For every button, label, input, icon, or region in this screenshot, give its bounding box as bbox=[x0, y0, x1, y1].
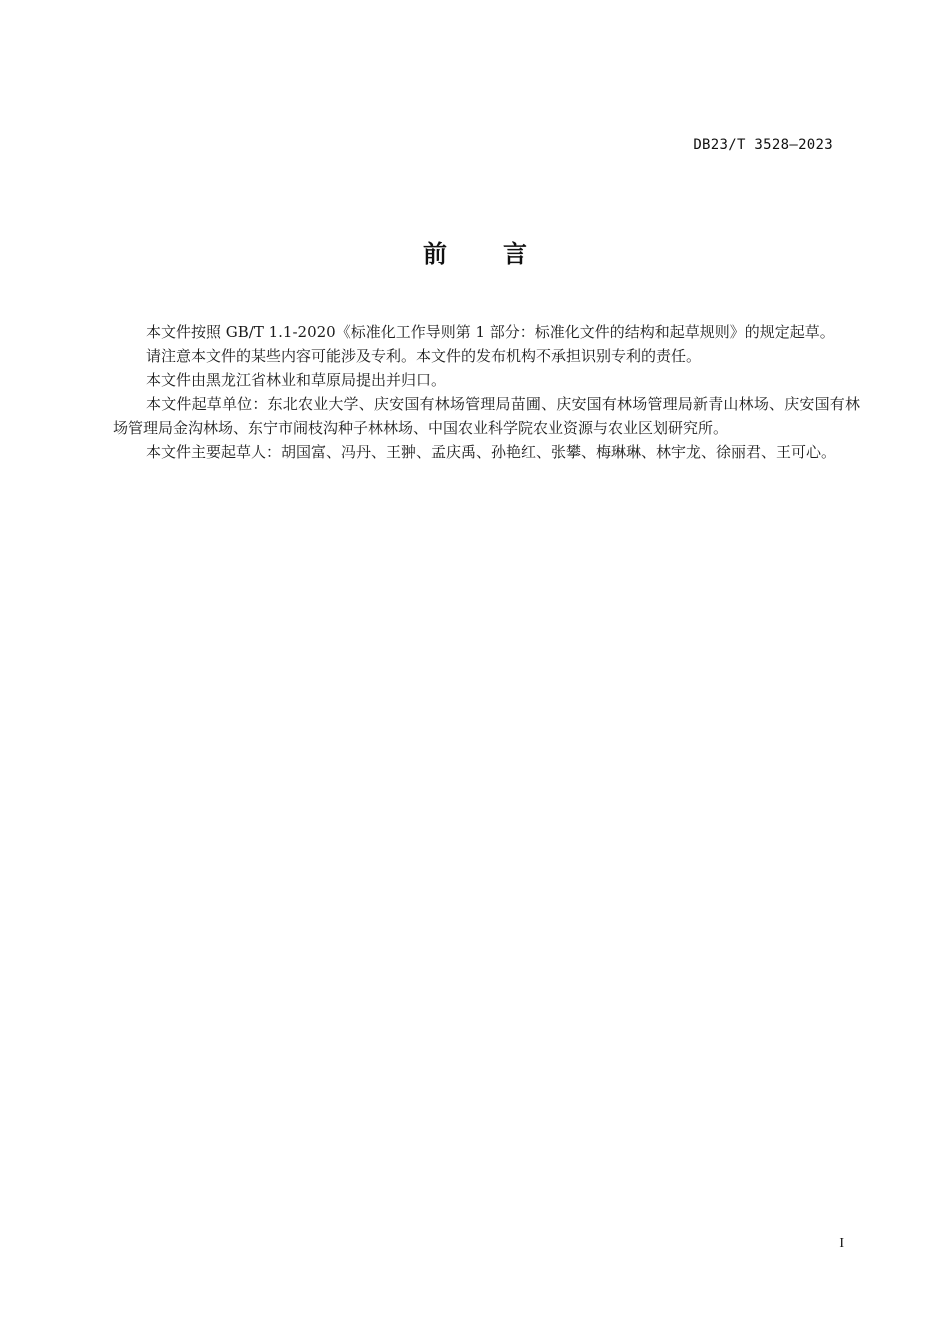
paragraph-drafting-units: 本文件起草单位：东北农业大学、庆安国有林场管理局苗圃、庆安国有林场管理局新青山林场、庆安国有林场管理局金沟林场、东宁市闹枝沟种子林林场、中国农业科学院农业资源与农业区划研究所。 bbox=[113, 395, 860, 437]
paragraph-patent-notice: 请注意本文件的某些内容可能涉及专利。本文件的发布机构不承担识别专利的责任。 bbox=[146, 347, 702, 365]
foreword-body bbox=[113, 320, 860, 464]
page-number: I bbox=[839, 1236, 844, 1251]
document-code: DB23/T 3528—2023 bbox=[693, 137, 833, 153]
page-title: 前言 bbox=[423, 240, 583, 268]
paragraph-standard-basis: 本文件按照 GB/T 1.1-2020《标准化工作导则第 1 部分：标准化文件的结构和起草规则》的规定起草。 bbox=[146, 323, 835, 341]
paragraph-proposer: 本文件由黑龙江省林业和草原局提出并归口。 bbox=[146, 371, 447, 389]
paragraph-drafters: 本文件主要起草人：胡国富、冯丹、王翀、孟庆禹、孙艳红、张攀、梅琳琳、林宇龙、徐丽君、王可心。 bbox=[146, 443, 837, 461]
